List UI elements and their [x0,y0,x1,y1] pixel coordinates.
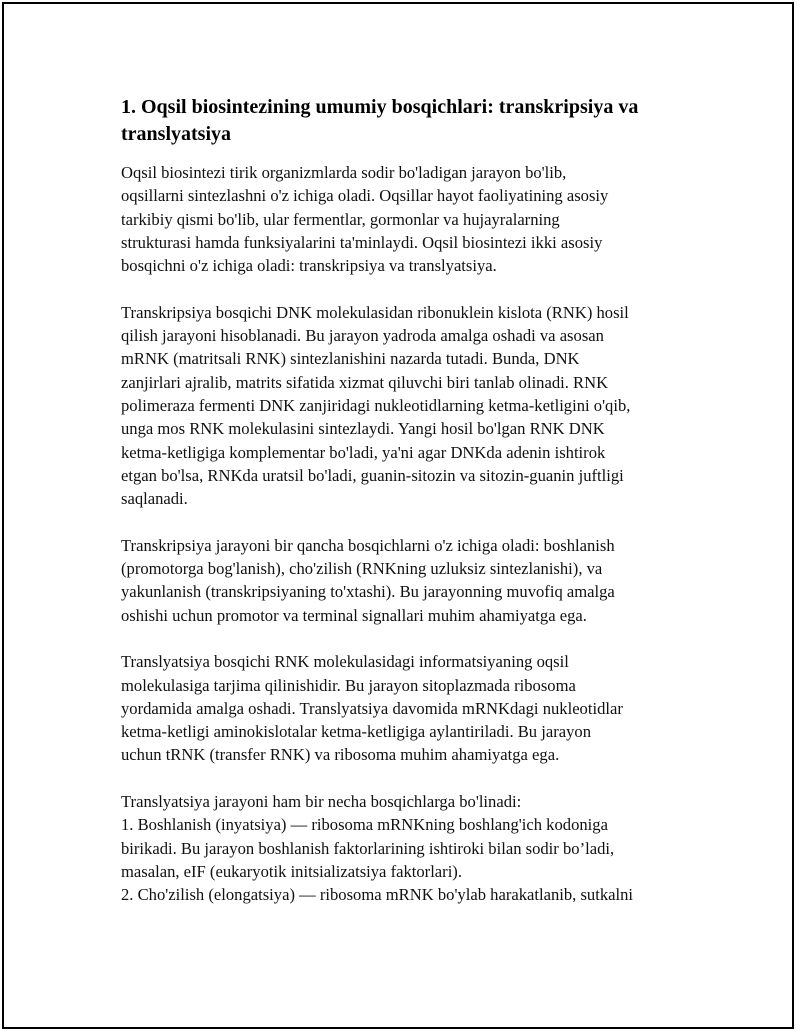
text-line: saqlanadi. [121,489,188,509]
text-line: Translyatsiya jarayoni ham bir necha bosqichlarga bo'linadi: [121,792,522,812]
text-line: ketma-ketligi aminokislotalar ketma-ketligiga aylantiriladi. Bu jarayon [121,722,592,742]
list-item: 1. Boshlanish (inyatsiya) — ribosoma mRNKning boshlang'ich kodoniga [121,815,608,835]
paragraph-translation-stages [121,790,706,906]
text-line: yakunlanish (transkripsiyaning to'xtashi). Bu jarayonning muvofiq amalga [121,582,615,602]
heading-line: translyatsiya [121,123,231,145]
list-item: 2. Cho'zilish (elongatsiya) — ribosoma mRNK bo'ylab harakatlanib, sutkalni [121,885,633,905]
paragraph-translation [121,650,706,766]
text-line: mRNK (matritsali RNK) sintezlanishini nazarda tutadi. Bunda, DNK [121,349,580,369]
text-line: yordamida amalga oshadi. Translyatsiya davomida mRNKdagi nukleotidlar [121,698,623,718]
text-line: masalan, eIF (eukaryotik initsializatsiya faktorlari). [121,861,462,881]
text-line: etgan bo'lsa, RNKda uratsil bo'ladi, guanin-sitozin va sitozin-guanin juftligi [121,465,624,485]
text-line: Oqsil biosintezi tirik organizmlarda sodir bo'ladigan jarayon bo'lib, [121,163,567,182]
text-line: Transkripsiya bosqichi DNK molekulasidan ribonuklein kislota (RNK) hosil [121,302,629,322]
text-line: bosqichni o'z ichiga oladi: transkripsiya va translyatsiya. [121,256,497,276]
paragraph-transcription-stages [121,534,706,627]
text-line: (promotorga bog'lanish), cho'zilish (RNKning uzluksiz sintezlanishi), va [121,559,603,579]
text-line: uchun tRNK (transfer RNK) va ribosoma muhim ahamiyatga ega. [121,745,560,765]
text-line: oqsillarni sintezlashni o'z ichiga oladi. Oqsillar hayot faoliyatining asosiy [121,186,609,206]
text-line: tarkibiy qismi bo'lib, ular fermentlar, gormonlar va hujayralarning [121,209,560,229]
heading-line: 1. Oqsil biosintezining umumiy bosqichlari: transkripsiya va [121,96,639,118]
text-line: zanjirlari ajralib, matrits sifatida xizmat qiluvchi biri tanlab olinadi. RNK [121,372,609,392]
text-line: Translyatsiya bosqichi RNK molekulasidagi informatsiyaning oqsil [121,652,569,672]
text-line: unga mos RNK molekulasini sintezlaydi. Yangi hosil bo'lgan RNK DNK [121,419,605,439]
text-line: oshishi uchun promotor va terminal signallari muhim ahamiyatga ega. [121,605,587,625]
text-line: qilish jarayoni hisoblanadi. Bu jarayon yadroda amalga oshadi va asosan [121,326,604,346]
document-page [2,2,794,1029]
section-heading [121,94,706,148]
paragraph-transcription [121,301,706,511]
text-line: strukturasi hamda funksiyalarini ta'minlaydi. Oqsil biosintezi ikki asosiy [121,232,603,252]
document-content [121,94,706,907]
text-line: birikadi. Bu jarayon boshlanish faktorlarining ishtiroki bilan sodir bo’ladi, [121,838,615,858]
paragraph-intro [121,161,706,277]
text-line: Transkripsiya jarayoni bir qancha bosqichlarni o'z ichiga oladi: boshlanish [121,535,615,555]
text-line: molekulasiga tarjima qilinishidir. Bu jarayon sitoplazmada ribosoma [121,675,576,695]
text-line: polimeraza fermenti DNK zanjiridagi nukleotidlarning ketma-ketligini o'qib, [121,395,631,415]
text-line: ketma-ketligiga komplementar bo'ladi, ya'ni agar DNKda adenin ishtirok [121,442,606,462]
